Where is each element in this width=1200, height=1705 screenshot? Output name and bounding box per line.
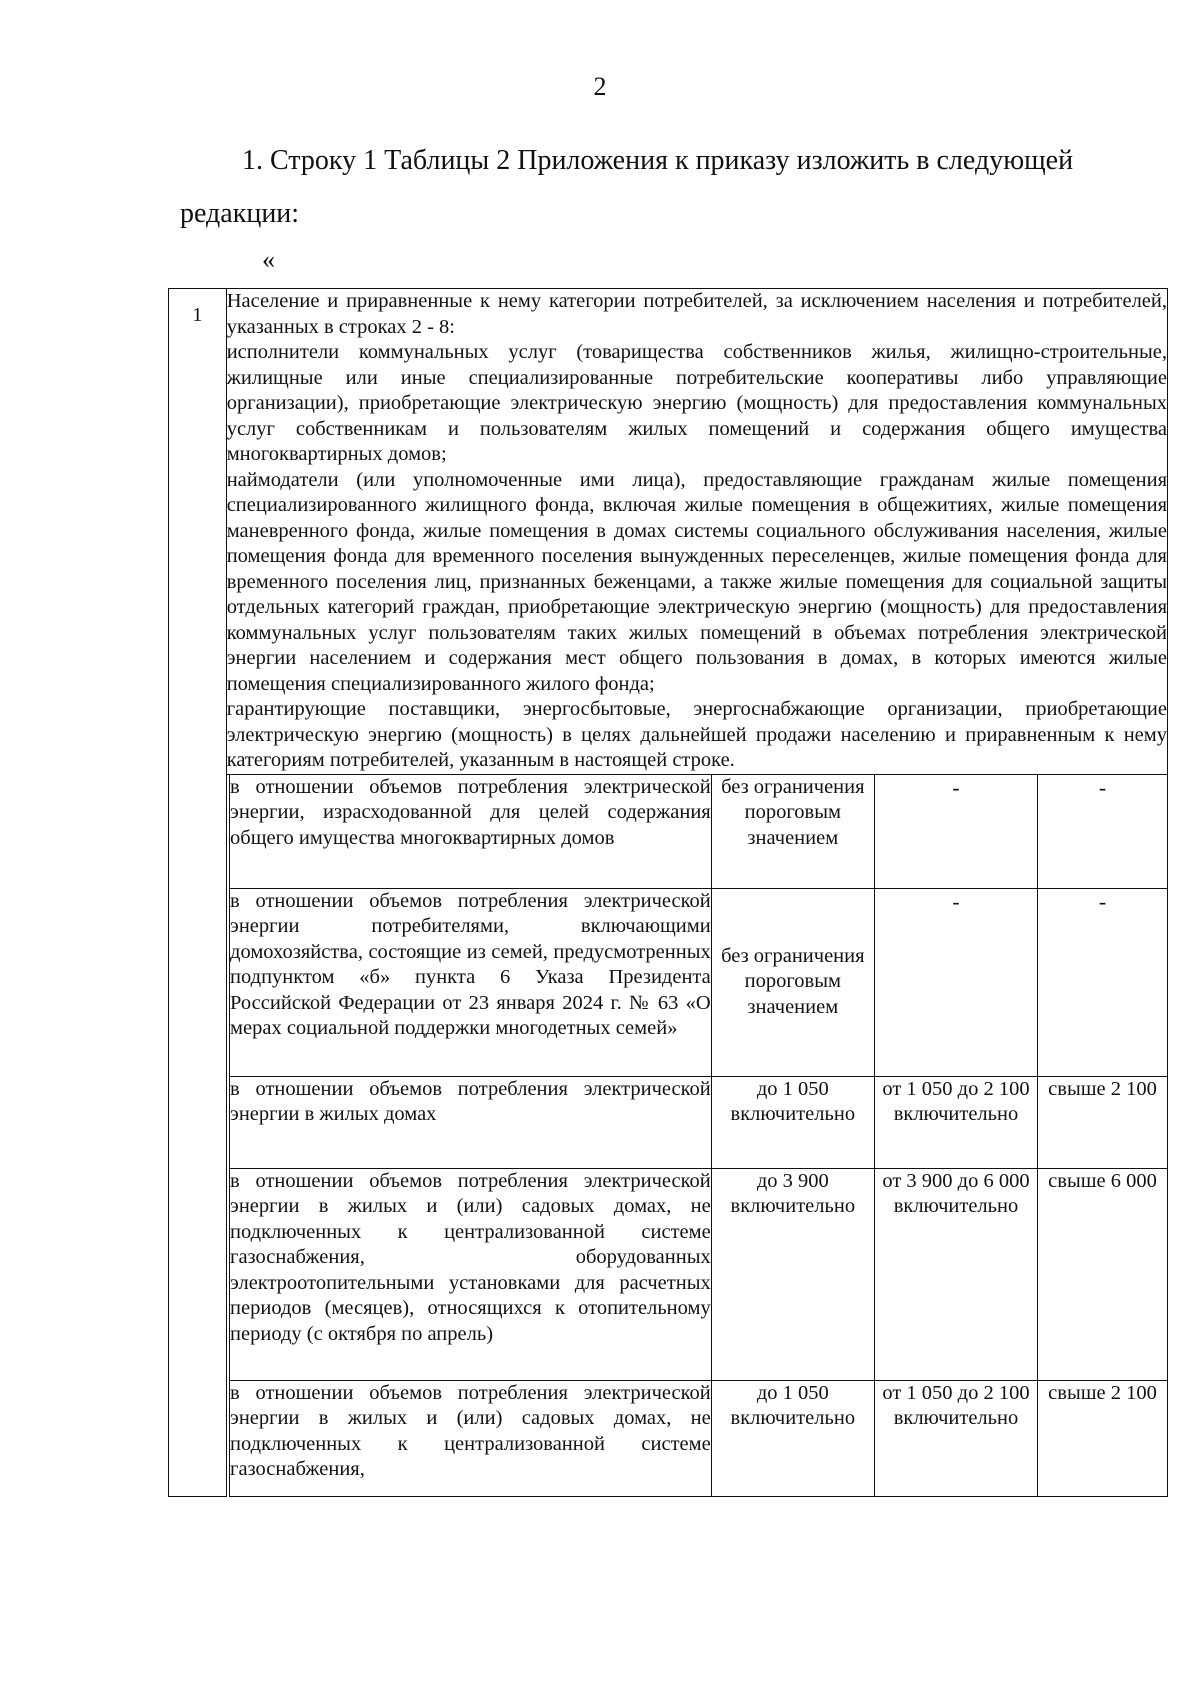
header-paragraph: исполнители коммунальных услуг (товарищества собственников жилья, жилищно-строительные, жилищные или иные специализированные потребительские кооперативы либо управляющие организации), приобретающие электрическую энергию (мощность) для предоставления коммунальных услуг собственникам и пользователям жилых помещений и содержания общего имущества многоквартирных домов; — [226, 341, 1167, 465]
row-number: 1 — [169, 289, 227, 1497]
threshold-third-range: свыше 6 000 — [1038, 1168, 1168, 1380]
threshold-third-range: - — [1038, 774, 1168, 888]
consumer-category-description — [226, 289, 1167, 775]
header-paragraph: гарантирующие поставщики, энергосбытовые, энергоснабжающие организации, приобретающие электрическую энергию (мощность) в целях дальнейшей продажи населению и приравненным к нему категориям потребителей, указанным в настоящей строке. — [226, 698, 1167, 771]
table-row — [169, 888, 1168, 1076]
row-description: в отношении объемов потребления электрической энергии, израсходованной для целей содержания общего имущества многоквартирных домов — [230, 774, 712, 888]
header-paragraph: Население и приравненные к нему категории потребителей, за исключением населения и потребителей, указанных в строках 2 - 8: — [226, 290, 1167, 338]
row-description: в отношении объемов потребления электрической энергии в жилых домах — [230, 1076, 712, 1168]
threshold-first-range: до 3 900 включительно — [711, 1168, 874, 1380]
row-description: в отношении объемов потребления электрической энергии в жилых и (или) садовых домах, не подключенных к централизованной системе газоснабжения, — [230, 1380, 712, 1496]
page-number: 2 — [593, 72, 607, 101]
threshold-second-range: от 1 050 до 2 100 включительно — [874, 1380, 1037, 1496]
threshold-third-range: свыше 2 100 — [1038, 1380, 1168, 1496]
opening-quote: « — [262, 245, 275, 274]
row-description: в отношении объемов потребления электрической энергии в жилых и (или) садовых домах, не подключенных к централизованной системе газоснабжения, оборудованных электроотопительными установками для расчетных периодов (месяцев), относящихся к отопительному периоду (с октября по апрель) — [230, 1168, 712, 1380]
threshold-second-range: от 1 050 до 2 100 включительно — [874, 1076, 1037, 1168]
threshold-second-range: - — [874, 888, 1037, 1076]
table-row — [169, 774, 1168, 888]
threshold-first-range: до 1 050 включительно — [711, 1380, 874, 1496]
threshold-second-range: - — [874, 774, 1037, 888]
header-paragraph: наймодатели (или уполномоченные ими лица), предоставляющие гражданам жилые помещения специализированного жилищного фонда, включая жилые помещения в общежитиях, жилые помещения маневренного фонда, жилые помещения в домах системы социального обслуживания населения, жилые помещения фонда для временного поселения вынужденных переселенцев, жилые помещения фонда для временного поселения лиц, признанных беженцами, а также жилые помещения для социальной защиты отдельных категорий граждан, приобретающие электрическую энергию (мощность) для предоставления коммунальных услуг пользователям таких жилых помещений в объемах потребления электрической энергии населением и содержания мест общего пользования в домах, в которых имеются жилые помещения специализированного жилого фонда; — [226, 468, 1167, 695]
threshold-second-range: от 3 900 до 6 000 включительно — [874, 1168, 1037, 1380]
amendment-instruction-continuation: редакции: — [180, 198, 300, 229]
amendment-instruction: 1. Строку 1 Таблицы 2 Приложения к приказу изложить в следующей — [242, 145, 1074, 176]
threshold-third-range: - — [1038, 888, 1168, 1076]
threshold-first-range: без ограничения пороговым значением — [711, 774, 874, 888]
table-row — [169, 1380, 1168, 1496]
threshold-first-range: до 1 050 включительно — [711, 1076, 874, 1168]
threshold-first-range: без ограничения пороговым значением — [711, 888, 874, 1076]
table-row — [169, 1168, 1168, 1380]
tariff-table — [168, 288, 1168, 1497]
threshold-third-range: свыше 2 100 — [1038, 1076, 1168, 1168]
row-description: в отношении объемов потребления электрической энергии потребителями, включающими домохозяйства, состоящие из семей, предусмотренных подпунктом «б» пункта 6 Указа Президента Российской Федерации от 23 января 2024 г. № 63 «О мерах социальной поддержки многодетных семей» — [230, 888, 712, 1076]
table-row — [169, 1076, 1168, 1168]
table-header-row — [169, 289, 1168, 775]
